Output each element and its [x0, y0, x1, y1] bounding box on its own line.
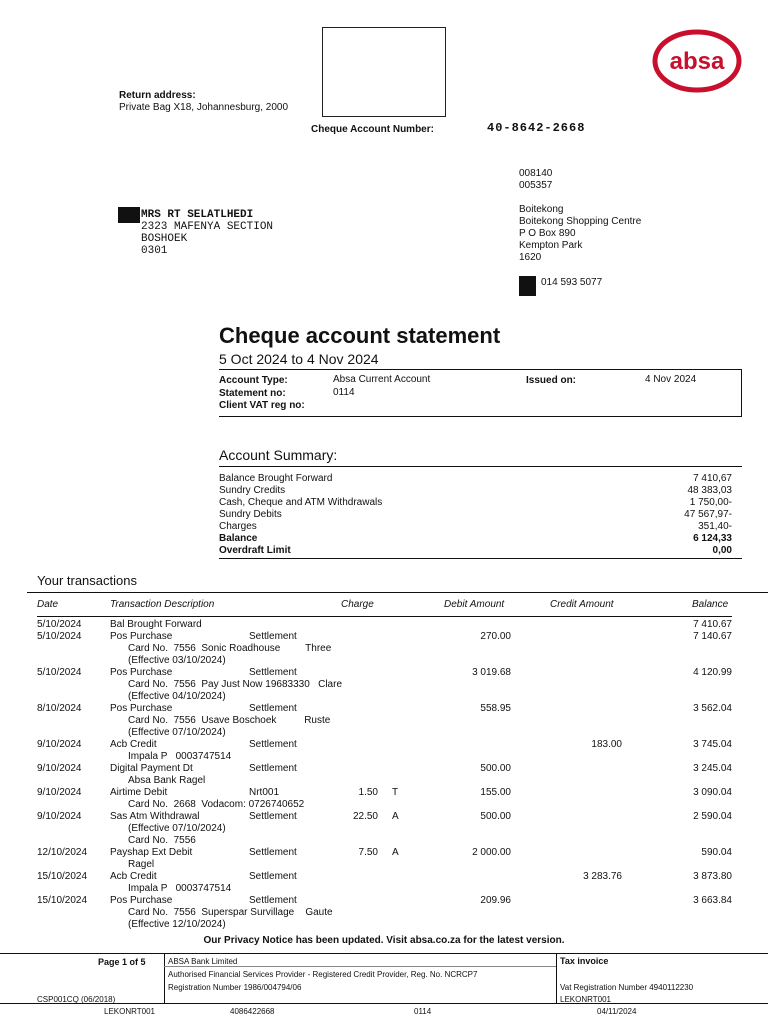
transaction-detail: Card No. 7556 Usave Boschoek Ruste: [128, 715, 331, 726]
registration-number: Registration Number 1986/004794/06: [168, 983, 302, 992]
fsp-notice: Authorised Financial Services Provider - Registered Credit Provider, Reg. No. NCRCP7: [168, 970, 478, 979]
statement-period: 5 Oct 2024 to 4 Nov 2024: [219, 351, 379, 367]
transaction-credit: 3 283.76: [583, 871, 622, 882]
statement-no-label: Statement no:: [219, 388, 286, 399]
transaction-balance: 2 590.04: [693, 811, 732, 822]
vat-label: Client VAT reg no:: [219, 400, 305, 411]
transaction-type: Settlement: [249, 763, 297, 774]
transaction-description: Bal Brought Forward: [110, 619, 202, 630]
transaction-description: Airtime Debit: [110, 787, 168, 798]
divider: [219, 466, 742, 467]
table-row: [0, 871, 768, 895]
branch-address: [519, 204, 641, 264]
transaction-type: Nrt001: [249, 787, 280, 798]
stamp-box: [322, 27, 446, 117]
customer-name: MRS RT SELATLHEDI: [141, 209, 254, 221]
transaction-balance: 3 873.80: [693, 871, 732, 882]
return-value: Private Bag X18, Johannesburg, 2000: [119, 102, 289, 113]
transaction-balance: 7 410.67: [693, 619, 732, 630]
transaction-description: Digital Payment Dt: [110, 763, 193, 774]
address-line: BOSHOEK: [141, 233, 188, 245]
table-row: [0, 811, 768, 847]
transactions-title: Your transactions: [37, 573, 137, 588]
transaction-date: 5/10/2024: [37, 619, 82, 630]
transaction-date: 12/10/2024: [37, 847, 88, 858]
footer-divider-vertical: [556, 953, 557, 1003]
transaction-credit: 183.00: [591, 739, 622, 750]
transaction-detail: Card No. 7556 Sonic Roadhouse Three: [128, 643, 332, 654]
statement-title: Cheque account statement: [219, 323, 501, 348]
statement-no-value: 0114: [333, 387, 355, 398]
summary-row: [219, 497, 732, 509]
table-row: [0, 703, 768, 739]
summary-label: Sundry Debits: [219, 509, 282, 520]
form-code: CSP001CQ (06/2018): [37, 995, 116, 1004]
transaction-description: Payshap Ext Debit: [110, 847, 193, 858]
transaction-description: Sas Atm Withdrawal: [110, 811, 200, 822]
footer-divider: [164, 966, 556, 967]
table-row: [0, 763, 768, 787]
branch-line: 1620: [519, 252, 542, 263]
customer-address: [141, 209, 273, 257]
summary-value: 7 410,67: [693, 473, 732, 484]
footer-divider: [0, 953, 768, 954]
address-line: 2323 MAFENYA SECTION: [141, 221, 274, 233]
summary-label: Charges: [219, 521, 257, 532]
branch-line: Kempton Park: [519, 240, 583, 251]
transaction-date: 9/10/2024: [37, 811, 82, 822]
footer-ref: LEKONRT001: [104, 1007, 155, 1016]
divider: [219, 369, 742, 370]
issued-value: 4 Nov 2024: [645, 374, 697, 385]
summary-label: Cash, Cheque and ATM Withdrawals: [219, 497, 383, 508]
summary-label: Sundry Credits: [219, 485, 286, 496]
charge-flag: A: [392, 847, 399, 858]
branch-line: Boitekong Shopping Centre: [519, 216, 642, 227]
transaction-date: 5/10/2024: [37, 631, 82, 642]
tax-invoice-label: Tax invoice: [560, 956, 609, 966]
col-header-description: Transaction Description: [110, 599, 215, 610]
transaction-detail: (Effective 03/10/2024): [128, 655, 226, 666]
transaction-date: 9/10/2024: [37, 787, 82, 798]
footer-date: 04/11/2024: [597, 1007, 637, 1016]
account-type-label: Account Type:: [219, 375, 288, 386]
summary-label: Balance Brought Forward: [219, 473, 333, 484]
transaction-type: Settlement: [249, 631, 297, 642]
transaction-detail: (Effective 07/10/2024): [128, 823, 226, 834]
page-number: Page 1 of 5: [98, 957, 146, 967]
transaction-debit: 500.00: [480, 763, 511, 774]
branch-codes: [519, 168, 552, 192]
cheque-account-label: Cheque Account Number:: [311, 124, 434, 135]
transaction-debit: 209.96: [480, 895, 511, 906]
transaction-balance: 7 140.67: [693, 631, 732, 642]
transaction-date: 8/10/2024: [37, 703, 82, 714]
transaction-detail: Impala P 0003747514: [128, 751, 232, 762]
privacy-notice: Our Privacy Notice has been updated. Visit absa.co.za for the latest version.: [203, 935, 565, 946]
footer-account: 4086422668: [230, 1007, 275, 1016]
transaction-date: 15/10/2024: [37, 871, 88, 882]
summary-row: [219, 485, 732, 497]
charge-flag: T: [392, 787, 399, 798]
return-address: [119, 90, 288, 114]
table-row: [0, 895, 768, 931]
summary-row: [219, 533, 732, 545]
table-row: [0, 619, 768, 631]
transaction-debit: 3 019.68: [472, 667, 511, 678]
transaction-balance: 590.04: [701, 847, 732, 858]
col-header-debit: Debit Amount: [444, 599, 505, 610]
branch-line: Boitekong: [519, 204, 564, 215]
transaction-debit: 270.00: [480, 631, 511, 642]
transaction-detail: Card No. 7556: [128, 835, 196, 846]
summary-value: 6 124,33: [693, 533, 732, 544]
transaction-description: Pos Purchase: [110, 631, 173, 642]
transaction-detail: (Effective 04/10/2024): [128, 691, 226, 702]
transaction-detail: (Effective 07/10/2024): [128, 727, 226, 738]
transaction-date: 5/10/2024: [37, 667, 82, 678]
code-line: 005357: [519, 180, 553, 191]
footer-code: LEKONRT001: [560, 995, 611, 1004]
transaction-date: 9/10/2024: [37, 763, 82, 774]
transaction-debit: 155.00: [480, 787, 511, 798]
transaction-detail: (Effective 12/10/2024): [128, 919, 226, 930]
transaction-balance: 3 245.04: [693, 763, 732, 774]
divider: [27, 592, 768, 593]
divider-vertical: [741, 369, 742, 417]
transaction-balance: 3 090.04: [693, 787, 732, 798]
summary-label: Balance: [219, 533, 258, 544]
transaction-balance: 3 745.04: [693, 739, 732, 750]
vat-registration: Vat Registration Number 4940112230: [560, 983, 694, 992]
summary-value: 1 750,00-: [689, 497, 732, 508]
transaction-date: 9/10/2024: [37, 739, 82, 750]
transaction-balance: 3 562.04: [693, 703, 732, 714]
footer-divider-vertical: [164, 953, 165, 1003]
divider: [219, 416, 742, 417]
phone-marker: [519, 276, 536, 296]
transaction-type: Settlement: [249, 895, 297, 906]
transaction-debit: 2 000.00: [472, 847, 511, 858]
transaction-type: Settlement: [249, 871, 297, 882]
barcode-marker: [118, 207, 140, 223]
branch-line: P O Box 890: [519, 228, 576, 239]
transaction-type: Settlement: [249, 847, 297, 858]
summary-title: Account Summary:: [219, 447, 338, 463]
col-header-charge: Charge: [341, 599, 374, 610]
summary-row: [219, 545, 732, 557]
divider: [219, 558, 742, 559]
transaction-description: Pos Purchase: [110, 703, 173, 714]
transaction-description: Acb Credit: [110, 739, 157, 750]
transaction-balance: 3 663.84: [693, 895, 732, 906]
svg-text:absa: absa: [669, 48, 725, 75]
transaction-description: Acb Credit: [110, 871, 157, 882]
bank-name: ABSA Bank Limited: [168, 957, 238, 966]
transaction-type: Settlement: [249, 811, 297, 822]
transaction-detail: Absa Bank Ragel: [128, 775, 206, 786]
transaction-description: Pos Purchase: [110, 667, 173, 678]
transaction-charge: 1.50: [358, 787, 378, 798]
table-row: [0, 847, 768, 871]
summary-row: [219, 509, 732, 521]
cheque-account-number: 40-8642-2668: [487, 121, 586, 135]
transaction-type: Settlement: [249, 739, 297, 750]
transaction-charge: 7.50: [358, 847, 378, 858]
transaction-detail: Impala P 0003747514: [128, 883, 232, 894]
table-row: [0, 631, 768, 667]
code-line: 008140: [519, 168, 553, 179]
summary-value: 48 383,03: [687, 485, 732, 496]
transaction-debit: 558.95: [480, 703, 511, 714]
divider: [37, 616, 732, 617]
address-line: 0301: [141, 245, 168, 257]
transaction-debit: 500.00: [480, 811, 511, 822]
transaction-date: 15/10/2024: [37, 895, 88, 906]
table-row: [0, 667, 768, 703]
table-row: [0, 739, 768, 763]
summary-row: [219, 473, 732, 485]
transaction-detail: Card No. 7556 Pay Just Now 19683330 Clare: [128, 679, 343, 690]
col-header-balance: Balance: [692, 599, 729, 610]
summary-row: [219, 521, 732, 533]
transaction-detail: Card No. 7556 Superspar Survillage Gaute: [128, 907, 333, 918]
transaction-detail: Ragel: [128, 859, 155, 870]
transaction-type: Settlement: [249, 667, 297, 678]
return-label: Return address:: [119, 90, 196, 101]
charge-flag: A: [392, 811, 399, 822]
transaction-charge: 22.50: [352, 811, 378, 822]
transaction-description: Pos Purchase: [110, 895, 173, 906]
summary-label: Overdraft Limit: [219, 545, 291, 556]
col-header-date: Date: [37, 599, 59, 610]
summary-value: 351,40-: [698, 521, 732, 532]
absa-logo: [652, 29, 742, 93]
summary-value: 47 567,97-: [684, 509, 732, 520]
issued-label: Issued on:: [526, 375, 577, 386]
branch-phone: 014 593 5077: [541, 277, 603, 288]
transaction-detail: Card No. 2668 Vodacom: 0726740652: [128, 799, 305, 810]
table-row: [0, 787, 768, 811]
transaction-balance: 4 120.99: [693, 667, 732, 678]
summary-value: 0,00: [712, 545, 732, 556]
transaction-type: Settlement: [249, 703, 297, 714]
footer-statement-no: 0114: [414, 1007, 432, 1016]
account-type-value: Absa Current Account: [333, 374, 431, 385]
col-header-credit: Credit Amount: [550, 599, 614, 610]
